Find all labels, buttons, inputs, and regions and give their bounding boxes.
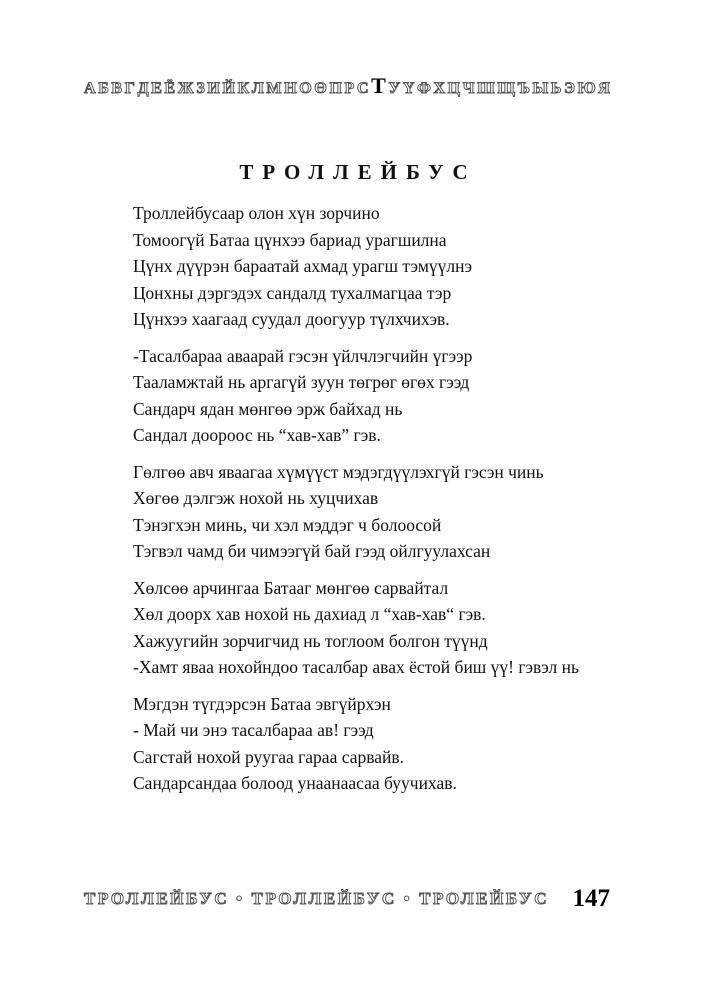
running-title: ТРОЛЛЕЙБУС • ТРОЛЛЕЙБУС • ТРОЛЕЙБУС [84, 889, 550, 908]
alphabet-letter: Л [251, 80, 264, 97]
poem-line: -Тасалбараа аваарай гэсэн үйлчлэгчийн үгээр [133, 345, 473, 366]
alphabet-letter: И [207, 80, 220, 97]
alphabet-letter: Ы [532, 80, 549, 97]
alphabet-letter: Ж [177, 80, 194, 97]
alphabet-strip [84, 74, 610, 98]
alphabet-letter: А [84, 80, 96, 97]
page-number: 147 [572, 885, 610, 912]
stanza [133, 200, 633, 333]
alphabet-letter: З [196, 80, 205, 97]
poem-line: Томоогүй Батаа цүнхээ бариад урагшилна [133, 229, 447, 250]
alphabet-letter: С [356, 80, 369, 97]
alphabet-letter: М [266, 80, 282, 97]
poem-line: Сандарч ядан мөнгөө эрж байхад нь [133, 398, 403, 419]
alphabet-letter: Д [137, 80, 149, 97]
alphabet-letter: Х [433, 80, 446, 97]
alphabet-letter: Щ [497, 80, 515, 97]
alphabet-letter: Ф [417, 80, 431, 97]
alphabet-letter: Я [598, 80, 610, 97]
stanza [133, 691, 633, 797]
poem-body [133, 200, 633, 807]
alphabet-letter: У [388, 80, 401, 97]
poem-line: Цонхны дэргэдэх сандалд тухалмагцаа тэр [133, 282, 452, 303]
poem-line: Сагстай нохой руугаа гараа сарвайв. [133, 746, 405, 767]
poem-line: Хөгөө дэлгэж нохой нь хуцчихав [133, 488, 379, 508]
alphabet-letter: Ю [577, 80, 596, 97]
alphabet-letter: Ч [462, 80, 475, 97]
alphabet-letter: Б [98, 80, 109, 97]
poem-line: -Хамт яваа нохойндоо тасалбар авах ёстой биш үү! гэвэл нь [133, 657, 579, 677]
alphabet-letter: Ъ [517, 80, 530, 97]
poem-line: Гөлгөө авч яваагаа хүмүүст мэдэгдүүлэхгүй гэсэн чинь [133, 461, 544, 482]
alphabet-letter: П [329, 80, 342, 97]
alphabet-letter: Э [564, 80, 575, 97]
poem-line: Тааламжтай нь аргагүй зуун төгрөг өгөх гээд [133, 372, 470, 392]
poem-line: Цүнхээ хаагаад суудал доогуур түлхчихэв. [133, 309, 450, 329]
stanza [133, 575, 633, 681]
alphabet-letter: Ё [164, 80, 176, 97]
alphabet-letter: К [237, 80, 250, 97]
alphabet-letter: Е [151, 80, 162, 97]
poem-line: - Май чи энэ тасалбараа ав! гээд [133, 720, 374, 740]
alphabet-letter: Ө [314, 80, 327, 97]
poem-line: Мэгдэн түгдэрсэн Батаа эвгүйрхэн [133, 693, 391, 714]
alphabet-letter-active: Т [371, 73, 386, 98]
stanza [133, 343, 633, 449]
poem-line: Тэнэгхэн минь, чи хэл мэддэг ч болоосой [133, 514, 442, 535]
alphabet-letter: Й [222, 80, 235, 97]
poem-line: Цүнх дүүрэн бараатай ахмад урагш тэмүүлнэ [133, 256, 473, 276]
alphabet-letter: Г [124, 80, 135, 97]
alphabet-letter: Р [344, 80, 355, 97]
alphabet-letter: Ш [477, 80, 495, 97]
alphabet-letter: Н [284, 80, 297, 97]
poem-line: Сандарсандаа болоод унаанаасаа буучихав. [133, 773, 457, 793]
alphabet-letter: О [299, 80, 312, 97]
poem-line: Хөл доорх хав нохой нь дахиад л “хав-хав“ гэв. [133, 604, 486, 624]
poem-line: Троллейбусаар олон хүн зорчино [133, 203, 380, 223]
alphabet-letter: В [111, 80, 123, 97]
poem-line: Хажуугийн зорчигчид нь тоглоом болгон түүнд [133, 630, 488, 651]
poem-line: Сандал доороос нь “хав-хав” гэв. [133, 425, 381, 445]
poem-title: ТРОЛЛЕЙБУС [239, 160, 477, 185]
alphabet-letter: Ү [402, 80, 415, 97]
poem-line: Тэгвэл чамд би чимээгүй бай гээд ойлгуулахсан [133, 541, 491, 561]
stanza [133, 459, 633, 565]
alphabet-letter: Ь [550, 80, 562, 97]
alphabet-letter: Ц [447, 80, 461, 97]
page-footer [84, 882, 610, 916]
poem-line: Хөлсөө арчингаа Батааг мөнгөө сарвайтал [133, 577, 449, 598]
